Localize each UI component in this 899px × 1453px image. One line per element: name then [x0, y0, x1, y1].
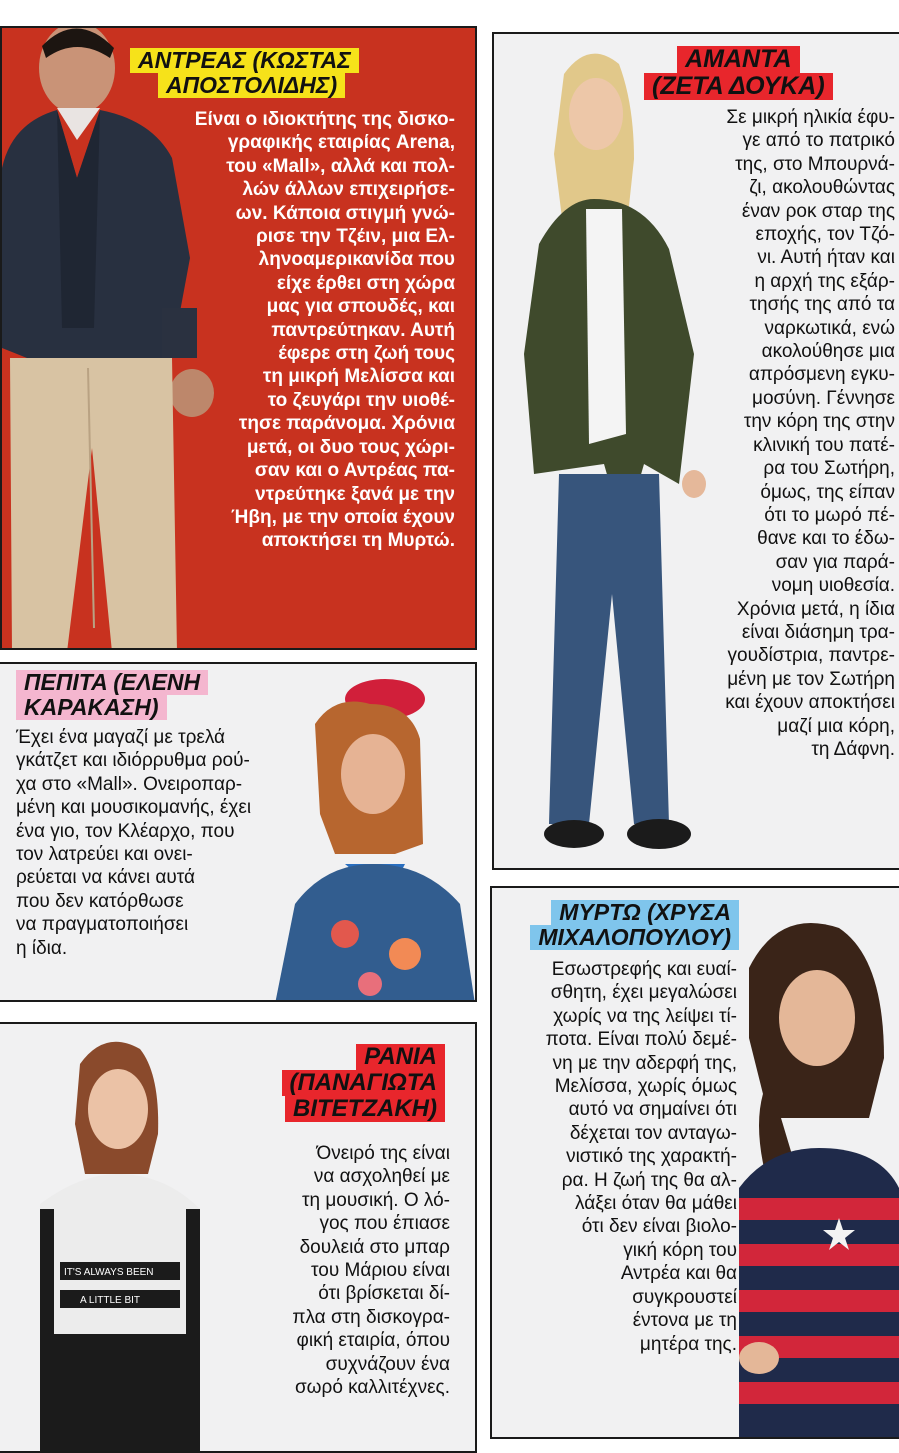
text-line: σωρό καλλιτέχνες.	[294, 1377, 450, 1399]
text-line: ρα. Η ζωή της θα αλ-	[561, 1169, 737, 1191]
pepita-title-line-2: ΚΑΡΑΚΑΣΗ)	[16, 695, 167, 720]
text-line: μαζί μια κόρη,	[777, 715, 895, 737]
myrto-photo	[709, 888, 899, 1439]
text-line: εποχής, τον Τζό-	[755, 224, 895, 246]
text-line: Αντρέα και θα	[620, 1263, 737, 1285]
pepita-text	[16, 726, 251, 960]
amanta-title	[644, 46, 833, 100]
text-line: πλα στη δισκογρα-	[292, 1306, 450, 1328]
rania-title	[282, 1044, 445, 1122]
pepita-title	[16, 670, 208, 720]
text-line: η ίδια.	[16, 937, 68, 959]
text-line: ληνοαμερικανίδα που	[258, 249, 455, 271]
text-line: νη με την αδερφή της,	[552, 1052, 737, 1074]
text-line: ότι δεν είναι βιολο-	[581, 1216, 737, 1238]
text-line: ρεύεται να κάνει αυτά	[16, 867, 195, 889]
text-line: μας για σπουδές, και	[266, 296, 455, 318]
text-line: σαν για παρά-	[775, 551, 895, 573]
text-line: που δεν κατόρθωσε	[16, 890, 184, 912]
text-line: δέχεται τον ανταγω-	[569, 1122, 737, 1144]
text-line: ναρκωτικά, ενώ	[764, 317, 895, 339]
text-line: νι. Αυτή ήταν και	[757, 247, 895, 269]
text-line: τη μικρή Μελίσσα και	[262, 366, 455, 388]
text-line: αποκτήσει τη Μυρτώ.	[261, 530, 455, 552]
text-line: ακολούθησε μια	[761, 341, 895, 363]
text-line: χωρίς να της λείψει τί-	[553, 1005, 737, 1027]
text-line: Όνειρό της είναι	[316, 1143, 450, 1164]
text-line: έφερε στη ζωή τους	[278, 343, 455, 365]
text-line: ρισε την Τζέιν, μια Ελ-	[255, 226, 455, 248]
text-line: νομη υιοθεσία.	[771, 575, 895, 597]
text-line: νιστικό της χαρακτή-	[566, 1146, 737, 1168]
text-line: τον λατρεύει και ονει-	[16, 844, 193, 866]
text-line: τη μουσική. Ο λό-	[302, 1189, 450, 1211]
amanta-panel	[492, 32, 899, 870]
text-line: σθητη, έχει μεγαλώσει	[550, 982, 737, 1004]
text-line: όμως, της είπαν	[760, 481, 895, 503]
text-line: να πραγματοποιήσει	[16, 914, 189, 936]
text-line: Μελίσσα, χωρίς όμως	[554, 1076, 737, 1098]
text-line: θανε και το έδω-	[757, 528, 895, 550]
text-line: λάξει όταν θα μάθει	[575, 1193, 737, 1215]
myrto-text	[546, 958, 737, 1356]
andreas-text	[195, 108, 455, 553]
text-line: μοσύνη. Γέννησε	[752, 387, 895, 409]
text-line: Έχει ένα μαγαζί με τρελά	[16, 727, 226, 748]
text-line: γε από το πατρικό	[742, 130, 895, 152]
myrto-panel	[490, 886, 899, 1439]
text-line: και έχουν αποκτήσει	[725, 692, 895, 714]
text-line: τη Δάφνη.	[811, 738, 895, 760]
text-line: την κόρη της στην	[743, 411, 895, 433]
text-line: ένα γιο, τον Κλέαρχο, που	[16, 820, 235, 842]
text-line: αυτό να σημαίνει ότι	[568, 1099, 737, 1121]
text-line: μένη με τον Σωτήρη	[727, 668, 895, 690]
myrto-title	[530, 900, 739, 950]
text-line: έναν ροκ σταρ της	[741, 200, 895, 222]
text-line: ρα του Σωτήρη,	[763, 458, 895, 480]
text-line: μένη και μουσικομανής, έχει	[16, 797, 252, 819]
amanta-photo	[494, 34, 744, 870]
text-line: γραφικής εταιρίας Arena,	[227, 132, 455, 154]
text-line: γκάτζετ και ιδιόρρυθμα ρού-	[16, 750, 250, 772]
amanta-title-line-2: (ΖΕΤΑ ΔΟΥΚΑ)	[644, 73, 833, 100]
text-line: να ασχοληθεί με	[313, 1166, 450, 1188]
text-line: μετά, οι δυο τους χώρι-	[246, 436, 455, 458]
text-line: του «Mall», αλλά και πολ-	[226, 155, 455, 177]
text-line: ζι, ακολουθώντας	[749, 177, 895, 199]
rania-text	[292, 1142, 450, 1399]
text-line: ότι το μωρό πέ-	[764, 504, 895, 526]
text-line: σαν και ο Αντρέας πα-	[254, 460, 455, 482]
text-line: συγκρουστεί	[632, 1286, 737, 1308]
pepita-panel	[0, 662, 477, 1002]
pepita-title-line-1: ΠΕΠΙΤΑ (ΕΛΕΝΗ	[16, 670, 208, 695]
pepita-photo	[275, 664, 475, 1002]
text-line: Ήβη, με την οποία έχουν	[231, 506, 455, 528]
text-line: Εσωστρεφής και ευαί-	[551, 959, 737, 980]
rania-photo	[0, 1024, 240, 1453]
amanta-text	[725, 106, 895, 761]
text-line: χα στο «Mall». Ονειροπαρ-	[16, 773, 243, 795]
text-line: Σε μικρή ηλικία έφυ-	[726, 107, 895, 128]
text-line: ότι βρίσκεται δί-	[318, 1283, 450, 1305]
text-line: λών άλλων επιχειρήσε-	[242, 179, 455, 201]
text-line: Είναι ο ιδιοκτήτης της δισκο-	[194, 109, 455, 130]
text-line: ποτα. Είναι πολύ δεμέ-	[545, 1029, 737, 1051]
text-line: γική κόρη του	[623, 1239, 737, 1261]
andreas-title-line-2: ΑΠΟΣΤΟΛΙΔΗΣ)	[158, 73, 345, 98]
text-line: παντρεύτηκαν. Αυτή	[271, 319, 455, 341]
text-line: κλινική του πατέ-	[753, 434, 895, 456]
andreas-title-line-1: ΑΝΤΡΕΑΣ (ΚΩΣΤΑΣ	[130, 48, 359, 73]
amanta-title-line-1: ΑΜΑΝΤΑ	[677, 46, 799, 73]
text-line: τησε παράνομα. Χρόνια	[238, 413, 455, 435]
text-line: Χρόνια μετά, η ίδια	[736, 598, 895, 620]
text-line: είναι διάσημη τρα-	[741, 621, 895, 643]
text-line: φική εταιρία, όπου	[296, 1330, 450, 1352]
rania-shirt-text-2: A LITTLE BIT	[80, 1295, 141, 1306]
text-line: τησής της από τα	[749, 294, 895, 316]
text-line: δουλειά στο μπαρ	[299, 1236, 450, 1258]
rania-shirt-text-1: IT'S ALWAYS BEEN	[64, 1267, 154, 1278]
rania-panel	[0, 1022, 477, 1453]
myrto-title-line-2: ΜΙΧΑΛΟΠΟΥΛΟΥ)	[530, 925, 739, 950]
text-line: γουδίστρια, παντρε-	[727, 645, 895, 667]
text-line: γος που έπιασε	[319, 1213, 450, 1235]
rania-title-line-3: ΒΙΤΕΤΖΑΚΗ)	[285, 1096, 445, 1122]
rania-title-line-2: (ΠΑΝΑΓΙΩΤΑ	[282, 1070, 445, 1096]
rania-title-line-1: ΡΑΝΙΑ	[356, 1044, 445, 1070]
andreas-title	[130, 48, 359, 98]
text-line: ων. Κάποια στιγμή γνώ-	[235, 202, 455, 224]
myrto-title-line-1: ΜΥΡΤΩ (ΧΡΥΣΑ	[551, 900, 739, 925]
text-line: μητέρα της.	[639, 1333, 737, 1355]
text-line: το ζευγάρι την υιοθέ-	[267, 389, 455, 411]
text-line: της, στο Μπουρνά-	[735, 153, 895, 175]
text-line: του Μάριου είναι	[311, 1260, 450, 1282]
text-line: είχε έρθει στη χώρα	[276, 272, 455, 294]
andreas-panel	[0, 26, 477, 650]
text-line: απρόσμενη εγκυ-	[748, 364, 895, 386]
text-line: η αρχή της εξάρ-	[754, 270, 895, 292]
text-line: έντονα με τη	[632, 1310, 737, 1332]
text-line: συχνάζουν ένα	[325, 1353, 450, 1375]
text-line: ντρεύτηκε ξανά με την	[255, 483, 455, 505]
